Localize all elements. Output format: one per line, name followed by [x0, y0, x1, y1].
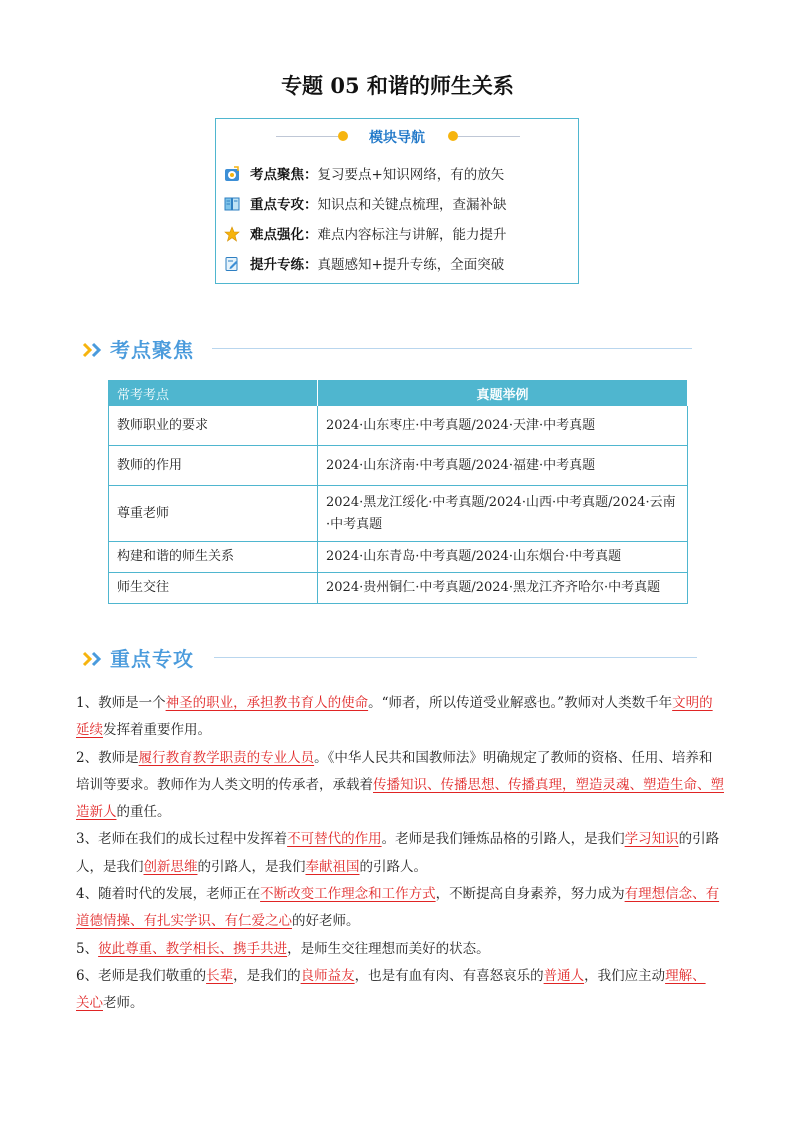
- page-title: 专题 05 和谐的师生关系: [281, 73, 514, 98]
- paragraph: [76, 881, 724, 936]
- nav-item-difficult: [224, 223, 507, 245]
- book-icon: [224, 196, 240, 212]
- double-chevron-icon: [82, 651, 108, 667]
- table-header-cell: 真题举例: [318, 381, 688, 406]
- paragraph-text: 5、: [76, 940, 99, 957]
- paragraph-text: 。《中华人民共和国教师法》明确规定了教师的资格、任用、培养和培训等要求。教师作为人类文明的传承者，承载着: [76, 749, 713, 793]
- paragraph-text: ，我们应主动: [584, 967, 666, 984]
- nav-header: [216, 127, 578, 147]
- paragraph: [76, 826, 724, 881]
- table-cell: 构建和谐的师生关系: [109, 542, 318, 573]
- highlighted-phrase: 创新思维: [143, 858, 198, 875]
- nav-item-focus: [224, 163, 504, 185]
- module-navigation-box: [215, 118, 579, 284]
- paragraph-text: 。“师者，所以传道受业解惑也。”教师对人类数千年: [368, 695, 673, 711]
- paragraph-text: 1、教师是一个: [76, 695, 166, 711]
- table-cell: 2024·黑龙江绥化·中考真题/2024·山西·中考真题/2024·云南·中考真题: [318, 486, 688, 542]
- nav-item-sep: ：: [304, 227, 318, 243]
- table-header-row: [109, 381, 688, 406]
- nav-item-label: 重点专攻: [250, 197, 304, 213]
- highlighted-phrase: 文明的延续: [76, 695, 713, 739]
- highlighted-phrase: 普通人: [543, 967, 585, 984]
- section-divider: [214, 657, 697, 658]
- highlighted-phrase: 奉献祖国: [305, 858, 360, 875]
- highlighted-phrase: 传播知识、传播思想、传播真理，塑造灵魂、塑造生命、塑造新人: [76, 776, 724, 821]
- nav-item-practice: [224, 253, 504, 275]
- nav-item-label: 难点强化: [250, 227, 304, 243]
- paragraph: [76, 690, 724, 745]
- table-cell: 教师的作用: [109, 446, 318, 486]
- paragraph-text: 4、随着时代的发展，老师正在: [76, 886, 261, 903]
- target-icon: [224, 166, 240, 182]
- paragraph-text: 6、老师是我们敬重的: [76, 967, 207, 984]
- nav-item-label: 考点聚焦: [250, 167, 304, 183]
- highlighted-phrase: 彼此尊重、教学相长、携手共进: [98, 940, 288, 957]
- table-cell: 尊重老师: [109, 486, 318, 542]
- paragraph-text: 的好老师。: [292, 913, 360, 930]
- paragraph-text: ，不断提高自身素养，努力成为: [435, 886, 625, 903]
- paragraph-text: 的引路人，是我们: [197, 858, 306, 875]
- highlighted-phrase: 有理想信念、有道德情操、有扎实学识、有仁爱之心: [76, 886, 720, 930]
- key-points-body: [76, 690, 724, 1018]
- paragraph-text: 发挥着重要作用。: [103, 722, 211, 739]
- nav-dot-right: [448, 131, 458, 141]
- highlighted-phrase: 不断改变工作理念和工作方式: [260, 886, 436, 903]
- pencil-icon: [224, 256, 240, 272]
- paragraph-text: ，是师生交往理想而美好的状态。: [287, 940, 490, 957]
- highlighted-phrase: 良师益友: [300, 967, 355, 984]
- table-cell: 2024·山东枣庄·中考真题/2024·天津·中考真题: [318, 406, 688, 446]
- paragraph-text: 。老师是我们锤炼品格的引路人，是我们: [381, 831, 625, 848]
- highlighted-phrase: 理解、: [665, 967, 706, 984]
- section-title: 考点聚焦: [110, 338, 194, 362]
- table-row: [109, 573, 688, 604]
- table-row: [109, 486, 688, 542]
- paragraph: [76, 745, 724, 827]
- table-row: [109, 406, 688, 446]
- table-cell: 2024·贵州铜仁·中考真题/2024·黑龙江齐齐哈尔·中考真题: [318, 573, 688, 604]
- nav-item-text: 复习要点+知识网络，有的放矢: [317, 167, 505, 183]
- table-row: [109, 446, 688, 486]
- star-icon: [224, 226, 240, 242]
- exam-points-table: [108, 380, 688, 604]
- paragraph-text: 老师。: [103, 995, 144, 1012]
- highlighted-phrase: 长辈: [206, 967, 234, 984]
- nav-item-label: 提升专练: [250, 257, 304, 273]
- highlighted-phrase: 神圣的职业，承担教书育人的使命: [165, 695, 369, 711]
- nav-item-text: 知识点和关键点梳理，查漏补缺: [317, 197, 507, 213]
- nav-divider-right: [458, 136, 520, 137]
- highlighted-phrase: 学习知识: [624, 831, 679, 848]
- nav-item-sep: ：: [304, 197, 318, 213]
- section-heading-focus: [82, 334, 692, 366]
- table-row: [109, 542, 688, 573]
- paragraph-text: 的引路人。: [359, 858, 427, 875]
- table-cell: 师生交往: [109, 573, 318, 604]
- table-cell: 2024·山东济南·中考真题/2024·福建·中考真题: [318, 446, 688, 486]
- nav-item-text: 难点内容标注与讲解，能力提升: [317, 227, 507, 243]
- section-title: 重点专攻: [110, 647, 194, 671]
- nav-title: 模块导航: [369, 130, 425, 146]
- nav-item-text: 真题感知+提升专练，全面突破: [317, 257, 505, 273]
- table-header-cell: 常考考点: [109, 381, 318, 406]
- nav-item-sep: ：: [304, 257, 318, 273]
- double-chevron-icon: [82, 342, 108, 358]
- section-heading-key-points: [82, 643, 697, 675]
- nav-item-sep: ：: [304, 167, 318, 183]
- paragraph: [76, 963, 724, 1018]
- nav-item-key-points: [224, 193, 507, 215]
- paragraph-text: 的重任。: [116, 804, 171, 821]
- paragraph-text: 2、教师是: [76, 749, 139, 766]
- paragraph: [76, 936, 724, 963]
- paragraph-text: ，是我们的: [233, 967, 301, 984]
- section-divider: [212, 348, 692, 349]
- highlighted-phrase: 关心: [76, 995, 103, 1012]
- paragraph-text: ，也是有血有肉、有喜怒哀乐的: [354, 967, 544, 984]
- highlighted-phrase: 履行教育教学职责的专业人员: [138, 749, 315, 766]
- paragraph-text: 的引路人，是我们: [76, 831, 720, 875]
- highlighted-phrase: 不可替代的作用: [287, 831, 382, 848]
- paragraph-text: 3、老师在我们的成长过程中发挥着: [76, 831, 288, 848]
- table-cell: 教师职业的要求: [109, 406, 318, 446]
- table-cell: 2024·山东青岛·中考真题/2024·山东烟台·中考真题: [318, 542, 688, 573]
